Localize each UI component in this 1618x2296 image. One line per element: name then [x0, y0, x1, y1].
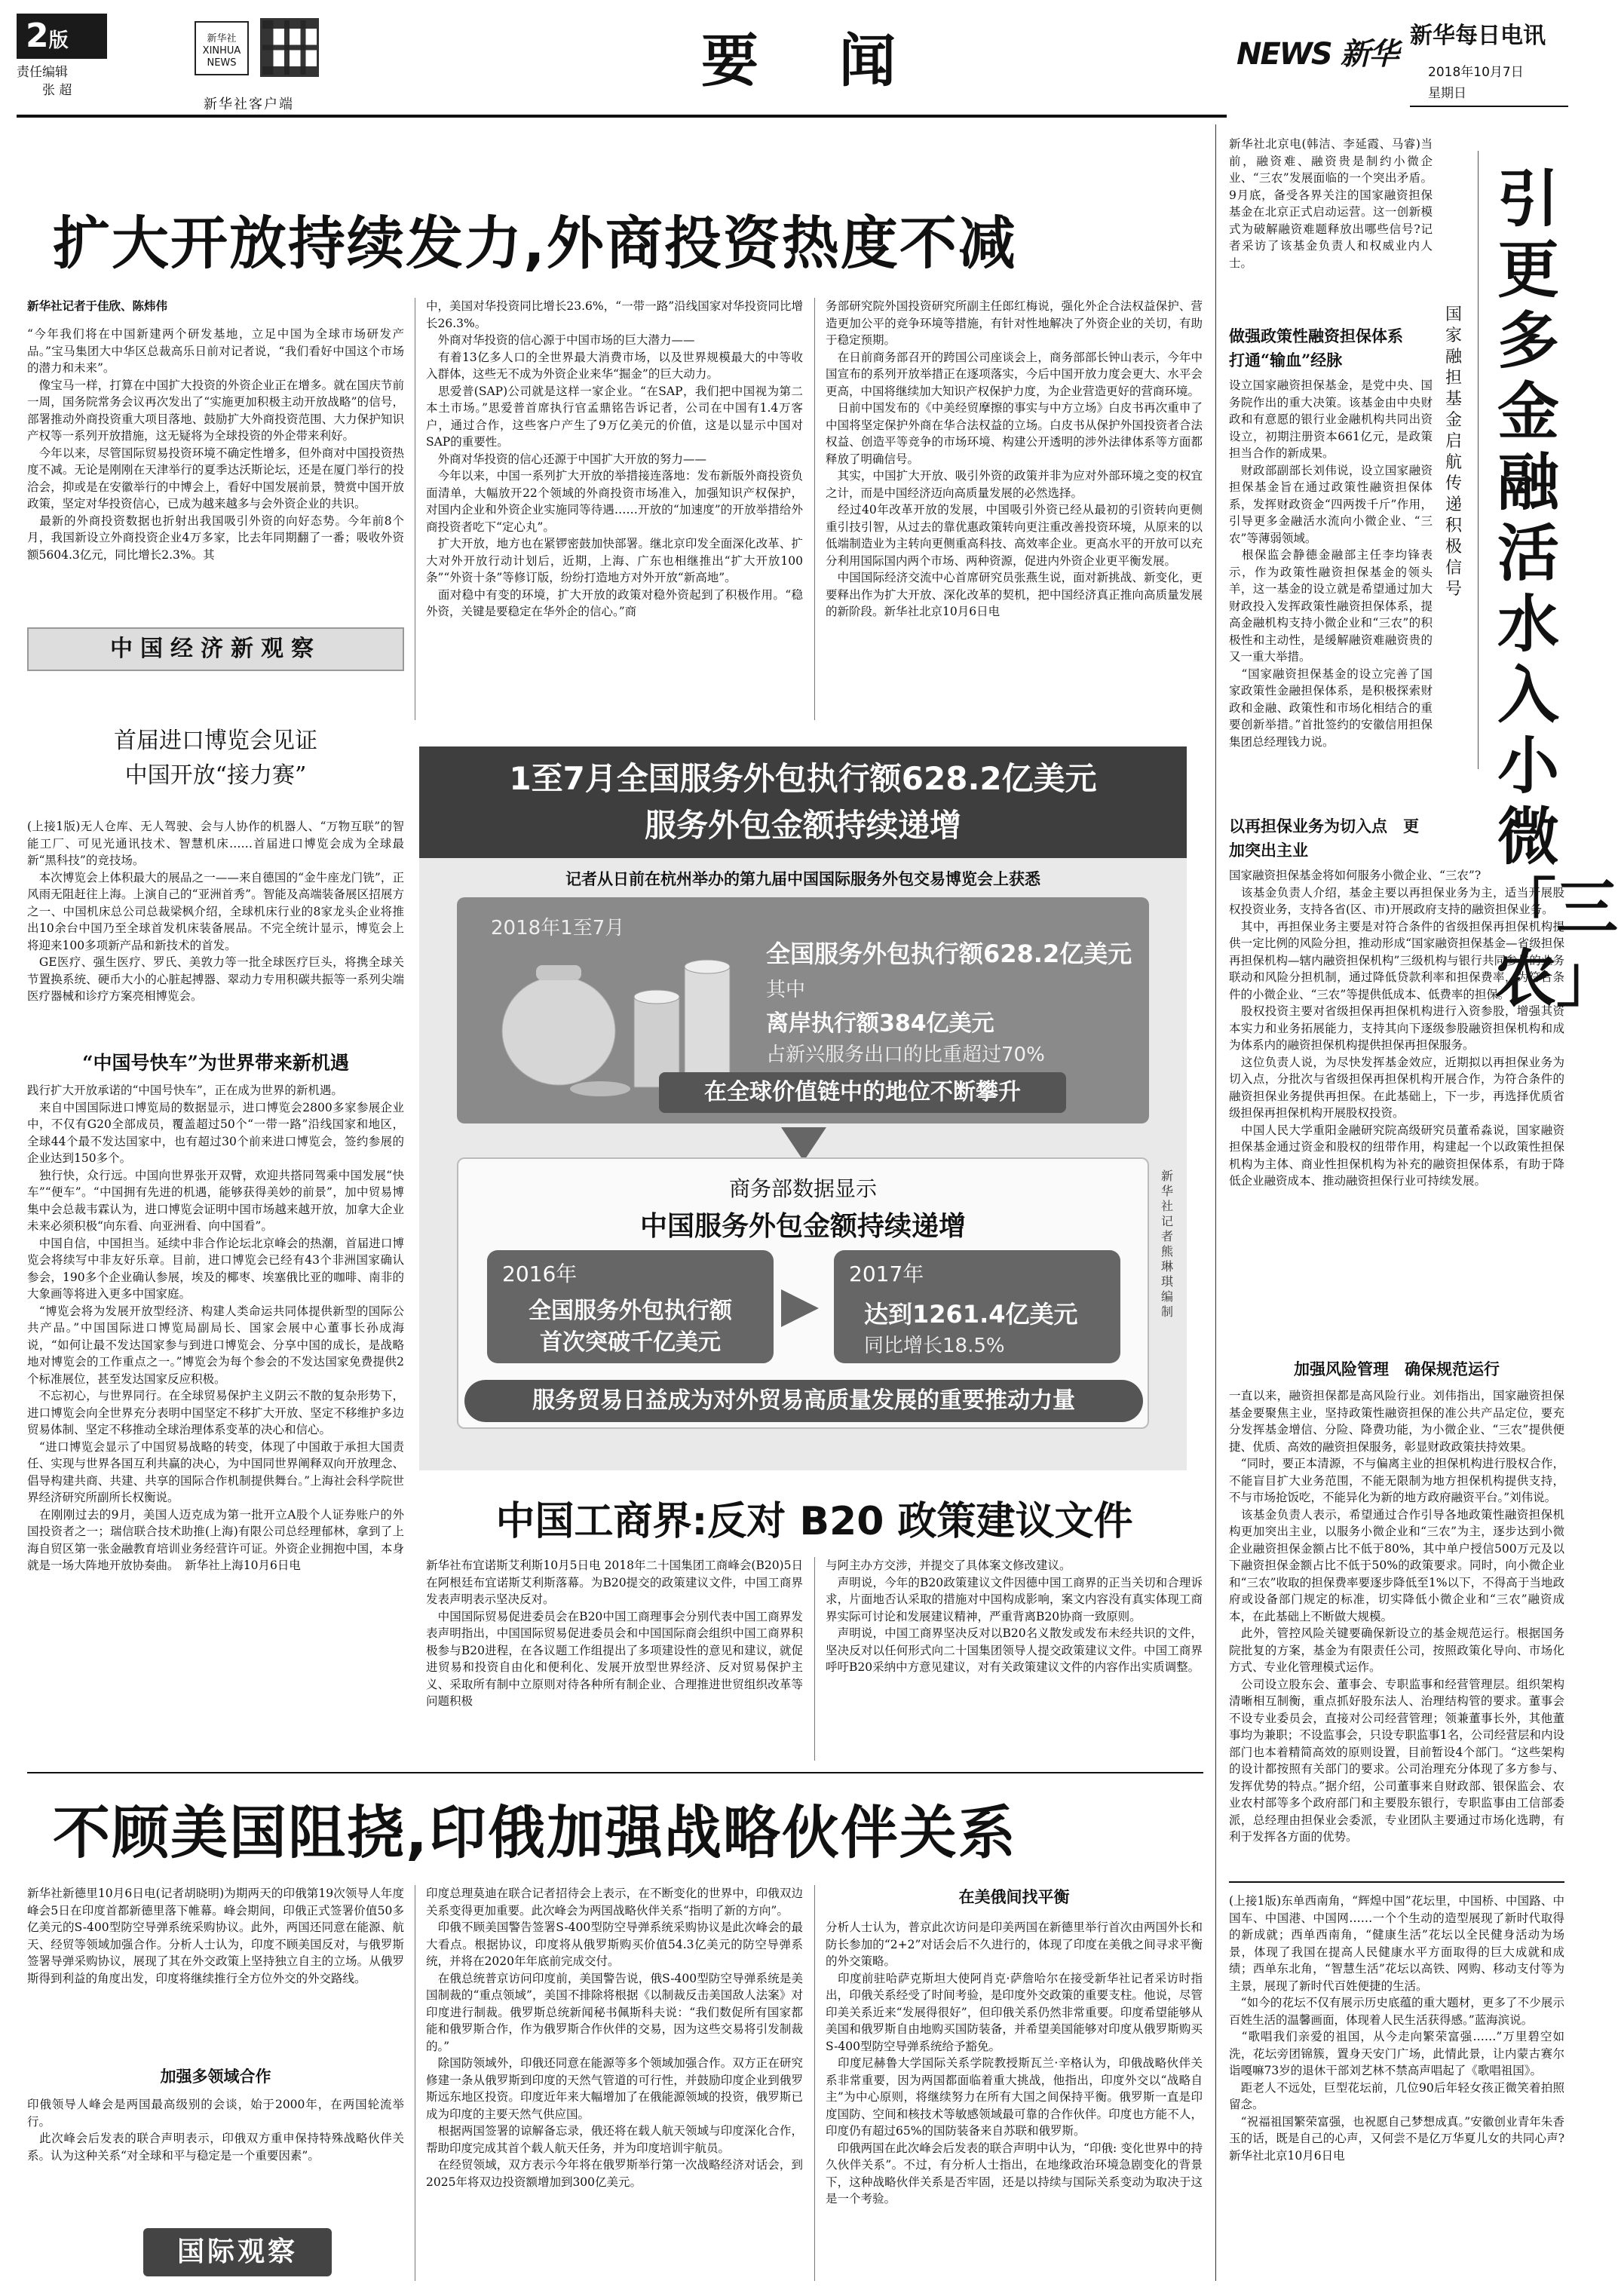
right-arrow-icon — [781, 1289, 826, 1327]
info-2017-line2: 同比增长18.5% — [864, 1335, 1005, 1357]
right-vertical-subtitle: 国家融担基金启航传递积极信号 — [1445, 305, 1462, 599]
india-col1b: 印俄领导人峰会是两国最高级别的会谈，始于2000年，在两国轮流举行。 此次峰会后发表的联合声明表示，印俄双方重申保持特殊战略伙伴关系。认为这种关系“对全球和平与稳定是一个重要因素”。 — [27, 2098, 404, 2163]
info-banner2: 服务贸易日益成为对外贸易高质量发展的重要推动力量 — [464, 1380, 1143, 1422]
india-col3: 分析人士认为，普京此次访问是印美两国在新德里举行首次由两国外长和防长参加的“2+2”对话会后不久进行的，体现了印度在美俄之间寻求平衡的外交策略。 印度前驻哈萨克斯坦大使阿肖克·萨詹哈尔在接受新华社记者采访时指出，印俄关系经受了时间考验，是印度外交政策的重要支柱。他说，尽管印美关系近来“发展得很好”，但印俄关系仍然非常重要。印度希望能够从美国和俄罗斯自由地购买国防装备，并希望美国能够对印度从俄罗斯购买S-400型防空导弹系统给予豁免。 印度尼赫鲁大学国际关系学院教授斯瓦兰·辛格认为，印俄战略伙伴关系非常重要，因为两国都面临着重大挑战，他指出，印度外交以“战略自主”为中心原则，将继续努力在所有大国之间保持平衡。俄罗斯一直是印度国防、空间和核技术等敏感领域最可靠的合作伙伴。印度也方能不人，印度仍有超过65%的国防装备来自苏联和俄罗斯。 印俄两国在此次峰会后发表的联合声明中认为，“印俄: 变化世界中的持久伙伴关系”。不过，有分析人士指出，在地缘政治环境急剧变化的背景下，这种战略伙伴关系是否牢固，还是以持续与国际关系变动为取决于这是一个考验。 — [826, 1920, 1203, 2206]
b20-col1: 新华社布宜诺斯艾利斯10月5日电 2018年二十国集团工商峰会(B20)5日在阿根廷布宜诺斯艾利斯落幕。为B20提交的政策建议文件，中国工商界发表声明表示坚决反对。 中国国际贸易促进委员会在B20中国工商理事会分别代表中国工商界发表声明指出，中国国际贸易促进委员会和中国国际商会组织中国工商界积极参与B20进程，在各议题工作组提出了多项建设性的意见和建议，就促进贸易和投资自由化和便利化、发展开放型世界经济、反对贸易保护主义、采取所有制中立原则对待各种所有制企业、合理推进世贸组织改革等问题积极 — [426, 1559, 803, 1708]
info-growth-title: 中国服务外包金额持续递增 — [639, 1211, 966, 1242]
page-number-box — [17, 14, 107, 59]
intl-observation-badge: 国际观察 — [143, 2228, 332, 2276]
editor-name: 张 超 — [42, 83, 72, 98]
vhead-divider — [1478, 151, 1479, 769]
info-banner1: 在全球价值链中的地位不断攀升 — [659, 1072, 1066, 1113]
b20-headline: 中国工商界:反对 B20 政策建议文件 — [495, 1499, 1133, 1544]
editor-info — [17, 63, 72, 100]
info-share: 占新兴服务出口的比重超过70% — [766, 1044, 1045, 1066]
info-year-2017: 2017年 — [849, 1261, 924, 1286]
right-sub1: 做强政策性融资担保体系 打通“输血”经脉 — [1229, 326, 1419, 369]
right-rule — [1229, 1881, 1564, 1883]
india-col2: 印度总理莫迪在联合记者招待会上表示，在不断变化的世界中，印俄双边关系变得更加重要。此次峰会为两国战略伙伴关系“指明了新的方向”。 印俄不顾美国警告签署S-400型防空导弹系统采购协议是此次峰会的最大看点。根据协议，印度将从俄罗斯购买价值54.3亿美元的防空导弹系统，并将在2020年年底前完成交付。 在俄总统普京访问印度前，美国警告说，俄S-400型防空导弹系统是美国制裁的“重点领域”，美国不排除将根据《以制裁反击美国敌人法案》对印度进行制裁。俄罗斯总统新闻秘书佩斯科夫说：“我们数促所有国家都能和俄罗斯合作，作为俄罗斯合作伙伴的交易，因为这些交易将引发制裁的。” 除国防领域外，印俄还同意在能源等多个领域加强合作。双方正在研究修建一条从俄罗斯到印度的天然气管道的可行性，并鼓励印度企业到俄罗斯远东地区投资。印度近年来大幅增加了在俄能源领域的投资，俄罗斯已成为印度的主要天然气供应国。 根据两国签署的谅解备忘录，俄还将在载人航天领域与印度深化合作，帮助印度完成其首个载人航天任务，并为印度培训宇航员。 在经贸领域，双方表示今年将在俄罗斯举行第一次战略经济对话会，到2025年将双边投资额增加到300亿美元。 — [426, 1887, 803, 2189]
header-rule-right — [1410, 106, 1568, 107]
india-subhead2: 在美俄间找平衡 — [958, 1887, 1070, 1906]
info-2016-line1: 全国服务外包执行额 — [529, 1298, 732, 1324]
col-divider — [814, 1885, 815, 2281]
paper-date-block — [1428, 62, 1524, 104]
right-p1: 设立国家融资担保基金，是党中央、国务院作出的重大决策。该基金由中央财政和有意愿的银行业金融机构共同出资设立，初期注册资本661亿元，是政策担当合作的新成果。 财政部副部长刘伟说，设立国家融资担保基金旨在通过政策性融资担保体系，发挥财政资金“四两拨千斤”作用，引导更多金融活水流向小微企业、“三农”等薄弱领域。 根保监会静德金融部主任李均锋表示，作为政策性融资担保基金的领头羊，这一基金的设立就是希望通过加大财政投入发挥政策性融资担保体系，提高金融机构支持小微企业和“三农”的积极性和主动性，是缓解融资难融资贵的又一重大举措。 “国家融资担保基金的设立完善了国家政策性金融担保体系，是积极探索财政和金融、政策性和市场化相结合的重要创新举措。”首批签约的安徽信用担保集团总经理钱力说。 — [1229, 379, 1433, 749]
obs-body1: (上接1版)无人仓库、无人驾驶、会与人协作的机器人、“万物互联”的智能工厂、可见光通讯技术、智慧机床……首届进口博览会成为全球最新“黑科技”的竞技场。 本次博览会上体积最大的展品之一——来自德国的“金牛座龙门铣”，正风雨无阻赶往上海。上演自己的“亚洲首秀”。智能及高端装备展区招展方之一、中国机床总公司总裁梁枫介绍，全球机床行业的8家龙头企业将推出10余台中国乃至全球首发机床装备展品。不完全统计显示，博览会上将迎来100多项新产品和新技术的首发。 GE医疗、强生医疗、罗氏、美敦力等一批全球医疗巨头，将携全球关节置换系统、硬币大小的心脏起搏器、翠动力专用积碳共振等一系列尖端医疗器械和诊疗方案亮相博览会。 — [27, 820, 404, 1003]
section-label-box: 中国经济新观察 — [27, 627, 404, 671]
header-rule — [17, 115, 1227, 118]
info-credit: 新华社记者熊琳琪编制 — [1161, 1169, 1174, 1319]
obs-kicker: 首届进口博览会见证 中国开放“接力赛” — [114, 728, 317, 789]
page-number: 2 — [26, 17, 49, 55]
section-title: 要 闻 — [701, 27, 927, 94]
info-2016-text — [487, 1295, 774, 1359]
right-p3: 一直以来，融资担保都是高风险行业。刘伟指出，国家融资担保基金要聚焦主业，坚持政策性融资担保的准公共产品定位，要充分发挥基金增信、分险、降费功能，为小微企业、“三农”提供便捷、优质、高效的融资担保服务，彰显财政政策扶持效果。 “同时，要正本清源，不与偏离主业的担保机构进行股权合作，不能盲目扩大业务范围，不能无限制为地方担保机构提供支持，不与市场抢饭吃，不能异化为新的地方政府融资平台。”刘伟说。 该基金负责人表示，希望通过合作引导各地政策性融资担保机构更加突出主业，以服务小微企业和“三农”为主，逐步达到小微企业融资担保金额占比不低于80%，其中单户授信500万元及以下融资担保金额占比不低于50%的政策要求。同时，向小微企业和“三农”收取的担保费率要逐步降低至1%以下，不得高于当地政府或设备部门规定的标准，切实降低小微企业和“三农”融资成本，在此基础上不断做大规模。 此外，管控风险关键要确保新设立的基金规范运行。根据国务院批复的方案，基金为有限责任公司，按照政策化导向、市场化方式、专业化管理模式运作。 公司设立股东会、董事会、专职监事和经营管理层。组织架构清晰相互制衡，重点抓好股东法人、治理结构管的要求。董事会不设专业委员会，直接对公司经营管理；领兼董事长外，其他董事均为兼职；不设监事会，只设专职监事1名，公司经营层和内设部门也本着精简高效的原则设置，目前暂设4个部门。“这些架构的设计都按照有关部门的要求。公司治理充分体现了多方参与、发挥优势的特点。”据介绍，公司董事来自财政部、银保监会、农业农村部等多个政府部门和主要股东银行，专职监事由工信部委派，总经理由担保业会委派，专业团队主要通过市场化选聘，有利于发挥各方面的优势。 — [1229, 1389, 1564, 1844]
xinhua-logo: 新华社 XINHUA NEWS — [195, 21, 249, 75]
right-sub3: 加强风险管理 确保规范运行 — [1294, 1360, 1500, 1378]
india-rule — [27, 1772, 1203, 1773]
info-title — [419, 746, 1187, 858]
info-offshore: 离岸执行额384亿美元 — [766, 1010, 994, 1037]
india-col1: 新华社新德里10月6日电(记者胡晓明)为期两天的印俄第19次领导人年度峰会5日在印度首都新德里落下帷幕。峰会期间，印俄正式签署价值50多亿美元的S-400型防空导弹系统采购协议。此外，两国还同意在能源、航天、经贸等领域加强合作。分析人士认为，印度不顾美国反对，与俄罗斯签署导弹采购协议，展现了其在外交政策上坚持独立自主的立场。从俄罗斯得到利益的角度出发，印度将继续推行全方位外交的外交路线。 — [27, 1887, 404, 1985]
info-year-2016: 2016年 — [502, 1261, 578, 1286]
info-2017-line1: 达到1261.4亿美元 — [864, 1300, 1078, 1329]
right-divider — [1215, 124, 1216, 2281]
fdi-headline: 扩大开放持续发力,外商投资热度不减 — [53, 210, 1017, 277]
b20-col2: 与阿主办方交涉，并提交了具体案文修改建议。 声明说，今年的B20政策建议文件因德中国工商界的正当关切和合理诉求，片面地否认采取的措施对中国构成影响，案文内容没有真实体现工商界实际可讨论和发展建议精神，严重背离B20协商一致原则。 声明说，中国工商界坚决反对以B20名义散发或发布未经共识的文件，坚决反对以任何形式向二十国集团领导人提交政策建议文件。中国工商界呼吁B20采纳中方意见建议，对有关政策建议文件的内容作出实质调整。 — [826, 1559, 1203, 1674]
info-among: 其中 — [766, 979, 806, 1001]
india-subhead1: 加强多领域合作 — [160, 2067, 271, 2086]
obs-subhead: “中国号快车”为世界带来新机遇 — [82, 1052, 349, 1074]
fdi-byline: 新华社记者于佳欣、陈炜伟 — [27, 299, 168, 313]
info-total: 全国服务外包执行额628.2亿美元 — [766, 940, 1132, 968]
info-source: 商务部数据显示 — [728, 1176, 877, 1201]
paper-date: 2018年10月7日 — [1428, 65, 1524, 80]
qr-code-icon — [260, 18, 319, 77]
info-title-line1: 1至7月全国服务外包执行额628.2亿美元 — [509, 760, 1097, 797]
info-title-line2: 服务外包金额持续递增 — [644, 807, 961, 844]
fdi-col2: 中，美国对华投资同比增长23.6%，“一带一路”沿线国家对华投资同比增长26.3%。 外商对华投资的信心源于中国市场的巨大潜力—— 有着13亿多人口的全世界最大消费市场，以及世界规模最大的中等收入群体，这些无不成为外资企业来华“掘金”的巨大动力。 思爱普(SAP)公司就是这样一家企业。“在SAP，我们把中国视为第二本土市场。”思爱普首席执行官孟鼎铭告诉记者，公司在中国有1.4万客户，通过合作，这些客户产生了9万亿美元的价值，这是以显示中国对SAP的重要性。 外商对华投资的信心还源于中国扩大开放的努力—— 今年以来，中国一系列扩大开放的举措接连落地：发布新版外商投资负面清单，大幅放开22个领域的外商投资市场准入，加强知识产权保护，对国内企业和外资企业实施同等待遇……开放的“加速度”的开放举措给外商投资者吃下“定心丸”。 扩大开放，地方也在紧锣密鼓加快部署。继北京印发全面深化改革、扩大对外开放行动计划后，近期，上海、广东也相继推出“扩大开放100条”“外资十条”等修订版，纷纷打造地方对外开放“新高地”。 面对稳中有变的环境，扩大开放的政策对稳外资起到了积极作用。“稳外资，关键是要稳定在华外企的信心。”商 — [426, 299, 803, 618]
paper-name: 新华每日电讯 — [1410, 23, 1546, 49]
col-divider — [814, 1557, 815, 1761]
news-logo: NEWS 新华 — [1236, 37, 1398, 72]
fdi-col3: 务部研究院外国投资研究所副主任郎红梅说，强化外企合法权益保护、营造更加公平的竞争环境等措施，有针对性地解决了外资企业的关切，有助于稳定预期。 在日前商务部召开的跨国公司座谈会上，商务部部长钟山表示，今年中国宣布的系列开放举措正在逐项落实，今后中国开放力度会更大、水平会更高，中国将继续加大知识产权保护力度，为企业营造更好的营商环境。 日前中国发布的《中美经贸摩擦的事实与中方立场》白皮书再次重申了中国将坚定保护外商在华合法权益的立场。白皮书从保护外国投资者合法权益、创造平等竞争的市场环境、构建公开透明的涉外法律体系等方面都释放了明确信号。 其实，中国扩大开放、吸引外资的政策并非为应对外部环境之变的权宜之计，而是中国经济迈向高质量发展的必然选择。 经过40年改革开放的发展，中国吸引外资已经从最初的引资转向更侧重引技引智，从过去的靠优惠政策转向更注重改善投资环境，从原来的以低端制造业为主转向更侧重高科技、高效率企业。更高水平的开放可以充分利用国际国内两个市场、两种资源，促进内外资企业更平衡发展。 中国国际经济交流中心首席研究员张燕生说，面对新挑战、新变化，更要释出作为扩大开放、深化改革的契机，把中国经济真正推向高质量发展的新阶段。新华社北京10月6日电 — [826, 299, 1203, 618]
right-intro: 新华社北京电(韩洁、李延霞、马睿)当前，融资难、融资贵是制约小微企业、“三农”发展面临的一个突出矛盾。9月底，备受各界关注的国家融资担保基金在北京正式启动运营。这一创新模式为破解融资难题释放出哪些信号?记者采访了该基金负责人和权威业内人士。 — [1229, 137, 1433, 270]
editor-label: 责任编辑 — [17, 65, 68, 80]
beauty-body: (上接1版)东单西南角，“辉煌中国”花坛里，中国桥、中国路、中国车、中国港、中国网……一个个生动的造型展现了新时代取得的新成就；西单西南角，“健康生活”花坛以全民健身活动为场景，体现了我国在提高人民健康水平方面取得的巨大成就和成绩；西单东北角，“智慧生活”花坛以高铁、网购、移动支付等为主景，展现了新时代百姓便捷的生活。 “如今的花坛不仅有展示历史底蕴的重大题材，更多了不少展示百姓生活的温馨画面，体现着人民生活获得感。”蓝海滨说。 “歌唱我们亲爱的祖国，从今走向繁荣富强……”万里碧空如洗，花坛旁团锦簇，置身天安门广场，此情此景，让内蒙古赛尔诣嘎嘛73岁的退休干部刘艺林不禁高声唱起了《歌唱祖国》。 距老人不远处，巨型花坛前，几位90后年轻女孩正微笑着拍照留念。 “祝福祖国繁荣富强，也祝愿自己梦想成真。”安徽创业青年朱香玉的话，既是自己的心声，又何尝不是亿万华夏儿女的共同心声? 新华社北京10月6日电 — [1229, 1894, 1564, 2163]
page-suffix: 版 — [48, 29, 69, 52]
obs-body2: 践行扩大开放承诺的“中国号快车”，正在成为世界的新机遇。 来自中国国际进口博览局的数据显示，进口博览会2800多家参展企业中，不仅有G20全部成员，覆盖超过50个“一带一路”沿线国家和地区，全球44个最不发达国家中，也有超过30个前来进口博览会，签约参展的企业达到150多个。 独行快，众行远。中国向世界张开双臂，欢迎共搭同驾乘中国发展“快车”“便车”。“中国拥有先进的机遇，能够获得美妙的前景”，加中贸易博集中会总裁韦霖认为，进口博览会证明中国市场越来越开放，加拿大企业未来必须积极“向东看、向亚洲看、向中国看”。 中国自信，中国担当。延续中非合作论坛北京峰会的热潮，首届进口博览会将续写中非友好乐章。目前，进口博览会已经有43个非洲国家确认参会，190多个企业确认参展，埃及的椰枣、埃塞俄比亚的咖啡、南非的大象画等将进入更多中国家庭。 “博览会将为发展开放型经济、构建人类命运共同体提供新型的国际公共产品。”中国国际进口博览局副局长、国家会展中心董事长孙成海说，“如何让最不发达国家参与到进口博览会、分享中国的成长，是战略地对博览会的工作重点之一。”博览会为每个参会的不发达国家免费提供2个标准展位，甚至发达国家反应积极。 不忘初心，与世界同行。在全球贸易保护主义阴云不散的复杂形势下，进口博览会向全世界充分表明中国坚定不移扩大开放、坚定不移维护多边贸易体制、坚定不移推动全球治理体系变革的决心和信心。 “进口博览会显示了中国贸易战略的转变，体现了中国敢于承担大国责任、实现与世界各国互利共赢的决心，为中国同世界阐释双向开放理念、倡导构建共商、共建、共享的国际合作机制提供舞台。”上海社会科学院世界经济研究所副所长权衡说。 在刚刚过去的9月，美国人迈克成为第一批开立A股个人证券账户的外国投资者之一；瑞信联合技术助推(上海)有限公司总经理郁林，拿到了上海自贸区第一张金融教育培训业务经营许可证。外资企业拥抱中国，本身就是一场大阵地开放协奏曲。 新华社上海10月6日电 — [27, 1084, 404, 1572]
client-label: 新华社客户端 — [204, 97, 294, 112]
right-p2: 国家融资担保基金将如何服务小微企业、“三农”? 该基金负责人介绍，基金主要以再担保业务为主，适当开展股权投资业务，支持各省(区、市)开展政府支持的融资担保业务。 其中，再担保业务主要是对符合条件的省级担保再担保机构提供一定比例的风险分担，推动形成“国家融资担保基金—省级担保再担保机构—辖内融资担保机构”三级机构与银行共同参与的业务联动和风险分担机制，通过降低贷款利率和担保费率，为符合条件的小微企业、“三农”等提供低成本、低费率的担保。 股权投资主要对省级担保再担保机构进行入资参股，增强其资本实力和业务拓展能力，支持其向下逐级参股融资担保机构和成为体系内的融资担保机构提供担保再担保服务。 这位负责人说，为尽快发挥基金效应，近期拟以再担保业务为切入点，分批次与省级担保再担保机构开展合作，为符合条件的融资担保业务提供再担保。在此基础上，下一步，再选择优质省级担保再担保机构开展股权投资。 中国人民大学重阳金融研究院高级研究员董希淼说，国家融资担保基金通过资金和股权的纽带作用，构建起一个以政策性担保机构为主体、商业性担保机构为补充的融资担保体系，有助于降低企业融资成本、推动融资担保行业可持续发展。 — [1229, 869, 1564, 1188]
fdi-col1: “今年我们将在中国新建两个研发基地，立足中国为全球市场研发产品。”宝马集团大中华区总裁高乐日前对记者说，“我们看好中国这个市场的潜力和未来”。 像宝马一样，打算在中国扩大投资的外资企业正在增多。就在国庆节前一周，国务院常务会议再次发出了“实施更加积极主动开放战略”的信号，部署推动外商投资重大项目落地、鼓励扩大外商投资范围、大力保护知识产权等一系列开放措施，这无疑将为全球投资的外企带来利好。 今年以来，尽管国际贸易投资环境不确定性增多，但外商对中国投资热度不减。无论是刚刚在天津举行的夏季达沃斯论坛，还是在厦门举行的投洽会，抑或是在安徽举行的中博会上，看好中国发展前景，赞赏中国开放政策，坚定对华投资信心，已成为越来越多与会外资企业的共识。 最新的外商投资数据也折射出我国吸引外资的向好态势。今年前8个月，我国新设立外商投资企业4万多家，比去年同期翻了一番；吸收外资额5604.3亿元，同比增长2.3%。其 — [27, 327, 404, 562]
col-divider — [814, 298, 815, 720]
india-headline: 不顾美国阻挠,印俄加强战略伙伴关系 — [53, 1799, 1017, 1866]
info-period: 2018年1至7月 — [491, 917, 625, 940]
paper-weekday: 星期日 — [1428, 86, 1466, 101]
right-vertical-headline: 引更多金融活水入小微「三农」 — [1494, 164, 1618, 1015]
infographic — [419, 746, 1187, 1470]
info-2016-line2: 首次突破千亿美元 — [540, 1329, 721, 1356]
info-intro: 记者从日前在杭州举办的第九届中国国际服务外包交易博览会上获悉 — [565, 870, 1040, 888]
right-sub2: 以再担保业务为切入点 更加突出主业 — [1229, 817, 1419, 860]
